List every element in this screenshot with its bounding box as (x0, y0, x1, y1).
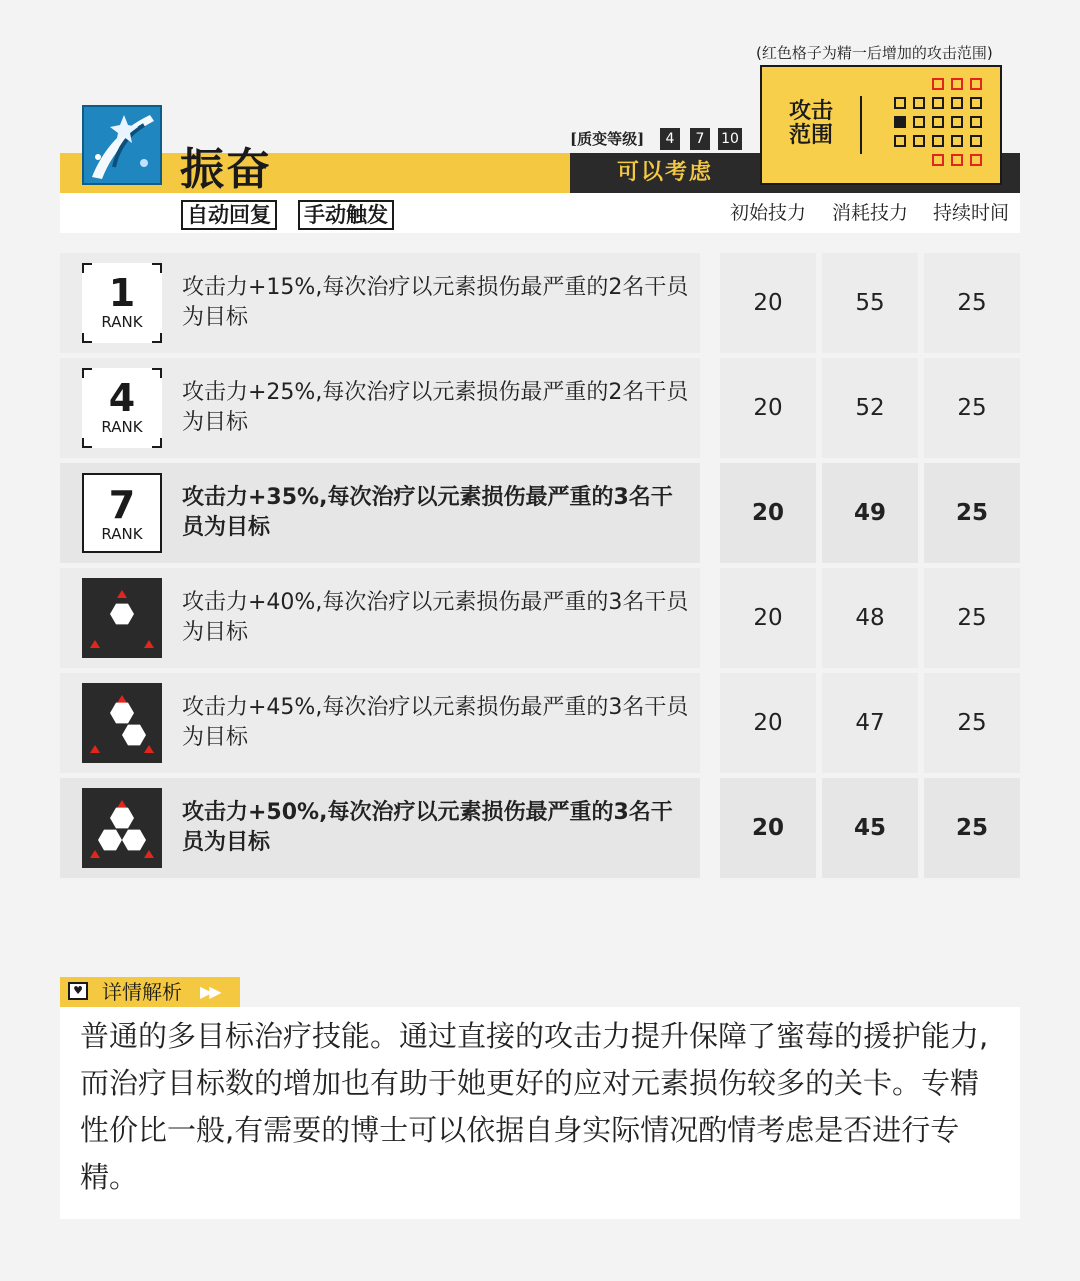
sp-cost-value: 45 (822, 778, 918, 878)
range-cell (894, 97, 906, 109)
column-duration: 持续时间 (932, 202, 1009, 224)
duration-value: 25 (924, 358, 1020, 458)
sp-cost-value: 52 (822, 358, 918, 458)
effect-description: 攻击力+25%,每次治疗以元素损伤最严重的2名干员为目标 (182, 380, 689, 435)
range-cell (913, 97, 925, 109)
skill-name: 振奋 (180, 144, 272, 195)
bracket-corner (152, 263, 162, 273)
range-cell (913, 116, 925, 128)
sp-cost-value: 49 (822, 463, 918, 563)
skill-icon (82, 105, 162, 185)
range-cell (970, 97, 982, 109)
range-cell-added (951, 154, 963, 166)
sp-cost-value: 47 (822, 673, 918, 773)
forward-arrow-icon: ▶▶ (200, 982, 219, 1001)
range-cell-added (951, 78, 963, 90)
rank-label: RANK (101, 525, 143, 543)
effect-description: 攻击力+35%,每次治疗以元素损伤最严重的3名干员为目标 (182, 485, 673, 540)
range-note: (红色格子为精一后增加的攻击范围) (756, 44, 993, 62)
rank-label: RANK (101, 313, 143, 331)
verdict-label: 可以考虑 (616, 160, 713, 185)
bracket-corner (82, 263, 92, 273)
sp-cost-value: 48 (822, 568, 918, 668)
range-cell (894, 135, 906, 147)
analysis-body: 普通的多目标治疗技能。通过直接的攻击力提升保障了蜜莓的援护能力,而治疗目标数的增加也有助于她更好的应对元素损伤较多的关卡。专精性价比一般,有需要的博士可以依据自身实际情况酌情考虑是否进行专精。 (80, 1019, 989, 1194)
mastery-icon (82, 788, 162, 868)
analysis-title: 详情解析 (102, 980, 182, 1004)
analysis-header (60, 977, 240, 1007)
range-cell (913, 135, 925, 147)
column-initial-sp: 初始技力 (729, 202, 806, 224)
effect-description: 攻击力+15%,每次治疗以元素损伤最严重的2名干员为目标 (182, 275, 689, 330)
rank-label: RANK (101, 418, 143, 436)
rank-number: 7 (108, 483, 136, 527)
initial-sp-value: 20 (720, 673, 816, 773)
bracket-corner (82, 333, 92, 343)
rank-number: 4 (108, 376, 136, 420)
heart-icon: ♥ (68, 982, 88, 1000)
initial-sp-value: 20 (720, 358, 816, 458)
tag-auto-recovery: 自动回复 (181, 200, 277, 230)
duration-value: 25 (924, 568, 1020, 668)
bracket-corner (82, 438, 92, 448)
range-cell-operator (894, 116, 906, 128)
tag-manual-trigger: 手动触发 (298, 200, 394, 230)
range-cell-added (970, 78, 982, 90)
range-cell (932, 135, 944, 147)
mastery-icon (82, 578, 162, 658)
elite-level-badge: 7 (690, 128, 710, 150)
range-cell (951, 116, 963, 128)
rank-badge (82, 263, 162, 343)
initial-sp-value: 20 (720, 253, 816, 353)
elite-level-badge: 4 (660, 128, 680, 150)
range-cell-added (932, 154, 944, 166)
duration-value: 25 (924, 778, 1020, 878)
range-cell (951, 135, 963, 147)
range-cell (951, 97, 963, 109)
duration-value: 25 (924, 673, 1020, 773)
effect-description: 攻击力+40%,每次治疗以元素损伤最严重的3名干员为目标 (182, 590, 689, 645)
effect-description: 攻击力+45%,每次治疗以元素损伤最严重的3名干员为目标 (182, 695, 689, 750)
rank-badge (82, 473, 162, 553)
range-cell-added (932, 78, 944, 90)
column-sp-cost: 消耗技力 (831, 202, 908, 224)
attack-range-label: 攻击范围 (788, 99, 833, 148)
bracket-corner (152, 368, 162, 378)
range-cell (970, 135, 982, 147)
rank-number: 1 (108, 271, 136, 315)
bracket-corner (152, 438, 162, 448)
rank-badge (82, 368, 162, 448)
effect-description: 攻击力+50%,每次治疗以元素损伤最严重的3名干员为目标 (182, 800, 673, 855)
divider (860, 96, 862, 154)
range-cell (932, 97, 944, 109)
range-cell (970, 116, 982, 128)
bracket-corner (152, 333, 162, 343)
mastery-icon (82, 683, 162, 763)
initial-sp-value: 20 (720, 568, 816, 668)
sp-cost-value: 55 (822, 253, 918, 353)
range-cell (932, 116, 944, 128)
bracket-corner (82, 368, 92, 378)
initial-sp-value: 20 (720, 463, 816, 563)
duration-value: 25 (924, 463, 1020, 563)
elite-level-badge: 10 (718, 128, 742, 150)
initial-sp-value: 20 (720, 778, 816, 878)
elite-level-label: [质变等级] (570, 130, 645, 148)
range-cell-added (970, 154, 982, 166)
duration-value: 25 (924, 253, 1020, 353)
